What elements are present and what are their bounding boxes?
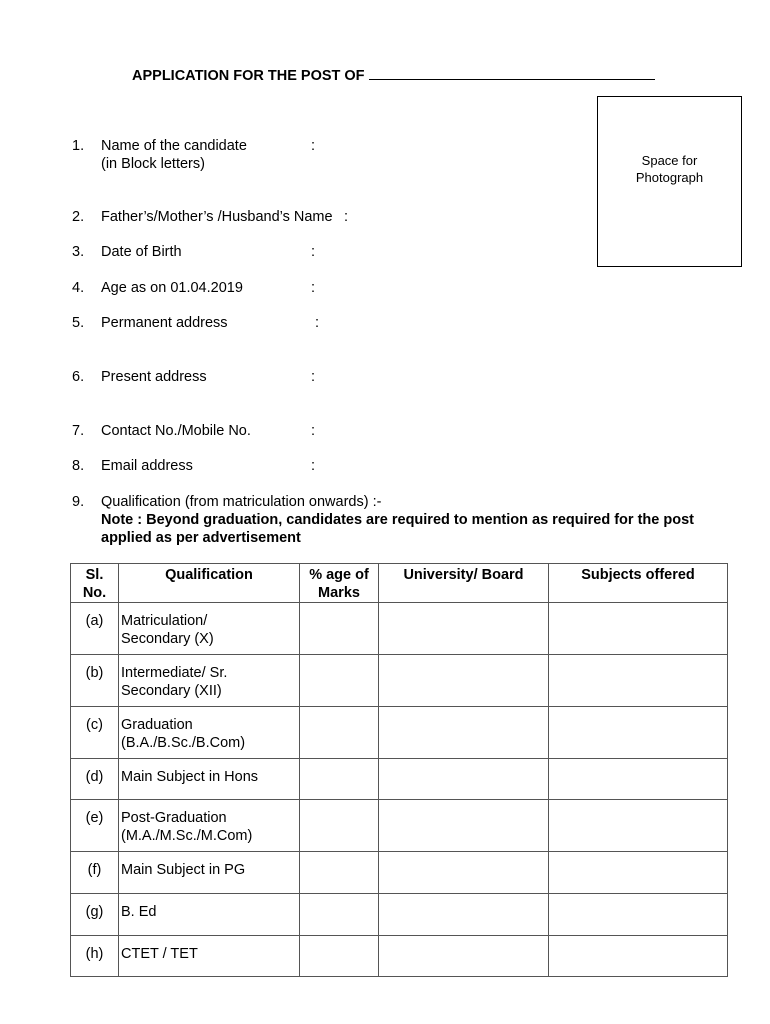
row-sl: (g) [71,894,119,936]
cell-subjects[interactable] [549,707,728,759]
field-label: Name of the candidate [101,138,247,154]
qualification-table [70,563,728,977]
field-label: Email address [101,458,193,474]
table-row [71,707,728,759]
field-colon: : [311,244,316,260]
row-qual-line1: Main Subject in PG [121,862,246,878]
form-title [132,66,655,84]
field-colon: : [311,458,316,474]
field-label: Contact No./Mobile No. [101,423,251,439]
field-number: 1. [72,138,85,154]
table-row [71,936,728,977]
field-number: 3. [72,244,85,260]
field-number: 5. [72,315,85,331]
cell-university[interactable] [379,655,549,707]
cell-subjects[interactable] [549,936,728,977]
field-colon: : [311,138,316,154]
cell-marks[interactable] [300,759,379,800]
table-row [71,759,728,800]
field-label: Date of Birth [101,244,182,260]
row-sl: (c) [71,707,119,759]
photo-placeholder-text [598,152,741,186]
table-row [71,603,728,655]
field-label: Present address [101,369,207,385]
cell-marks[interactable] [300,707,379,759]
cell-marks[interactable] [300,655,379,707]
row-sl: (a) [71,603,119,655]
row-qual-line1: Matriculation/ [121,613,208,629]
cell-subjects[interactable] [549,852,728,894]
cell-university[interactable] [379,894,549,936]
row-qual-line1: Intermediate/ Sr. [121,665,228,681]
header-sl-no [71,564,119,603]
field-number: 8. [72,458,85,474]
header-marks [300,564,379,603]
table-header-row [71,564,728,603]
row-sl: (b) [71,655,119,707]
row-qual-line2: (B.A./B.Sc./B.Com) [121,735,246,751]
cell-university[interactable] [379,759,549,800]
field-colon: : [315,315,320,331]
field-colon: : [311,423,316,439]
cell-marks[interactable] [300,894,379,936]
field-label: Father’s/Mother’s /Husband’s Name [101,209,333,225]
cell-university[interactable] [379,852,549,894]
row-qualification [119,707,300,759]
row-qualification [119,936,300,977]
cell-marks[interactable] [300,603,379,655]
row-qual-line1: Post-Graduation [121,810,227,826]
form-title-text: APPLICATION FOR THE POST OF [132,68,365,84]
cell-marks[interactable] [300,936,379,977]
row-sl: (h) [71,936,119,977]
row-sl: (d) [71,759,119,800]
header-subjects: Subjects offered [549,564,728,603]
table-row [71,894,728,936]
cell-university[interactable] [379,800,549,852]
table-row [71,655,728,707]
row-qualification [119,655,300,707]
qualification-note: Note : Beyond graduation, candidates are required to mention as required for the post applied as per advertisement [101,512,694,546]
row-qual-line2: Secondary (X) [121,631,214,647]
cell-marks[interactable] [300,852,379,894]
row-qualification [119,894,300,936]
header-sl-line1: Sl. [85,567,104,583]
row-qual-line2: (M.A./M.Sc./M.Com) [121,828,253,844]
cell-university[interactable] [379,603,549,655]
field-number: 6. [72,369,85,385]
cell-subjects[interactable] [549,894,728,936]
cell-subjects[interactable] [549,655,728,707]
field-label: Permanent address [101,315,228,331]
photo-box[interactable] [597,96,742,267]
cell-subjects[interactable] [549,759,728,800]
photo-text-line1: Space for [641,153,698,168]
cell-marks[interactable] [300,800,379,852]
cell-subjects[interactable] [549,800,728,852]
row-qual-line1: B. Ed [121,904,157,920]
field-colon: : [311,280,316,296]
cell-university[interactable] [379,936,549,977]
row-qualification [119,800,300,852]
row-qual-line1: Graduation [121,717,193,733]
field-sublabel: (in Block letters) [101,156,205,172]
row-qualification [119,852,300,894]
field-label: Qualification (from matriculation onwards) :- [101,494,382,510]
field-number: 9. [72,494,85,510]
row-qualification [119,759,300,800]
header-university: University/ Board [379,564,549,603]
field-number: 7. [72,423,85,439]
table-row [71,852,728,894]
row-qual-line1: CTET / TET [121,946,198,962]
field-colon: : [344,209,349,225]
row-sl: (f) [71,852,119,894]
row-qualification [119,603,300,655]
field-colon: : [311,369,316,385]
row-qual-line1: Main Subject in Hons [121,769,259,785]
field-number: 2. [72,209,85,225]
header-qualification: Qualification [119,564,300,603]
header-sl-line2: No. [82,585,107,601]
table-row [71,800,728,852]
row-qual-line2: Secondary (XII) [121,683,222,699]
photo-text-line2: Photograph [635,170,704,185]
row-sl: (e) [71,800,119,852]
header-marks-line1: % age of [309,567,369,583]
cell-university[interactable] [379,707,549,759]
field-label: Age as on 01.04.2019 [101,280,243,296]
cell-subjects[interactable] [549,603,728,655]
post-name-blank[interactable] [369,66,655,80]
header-marks-line2: Marks [318,585,360,601]
field-number: 4. [72,280,85,296]
